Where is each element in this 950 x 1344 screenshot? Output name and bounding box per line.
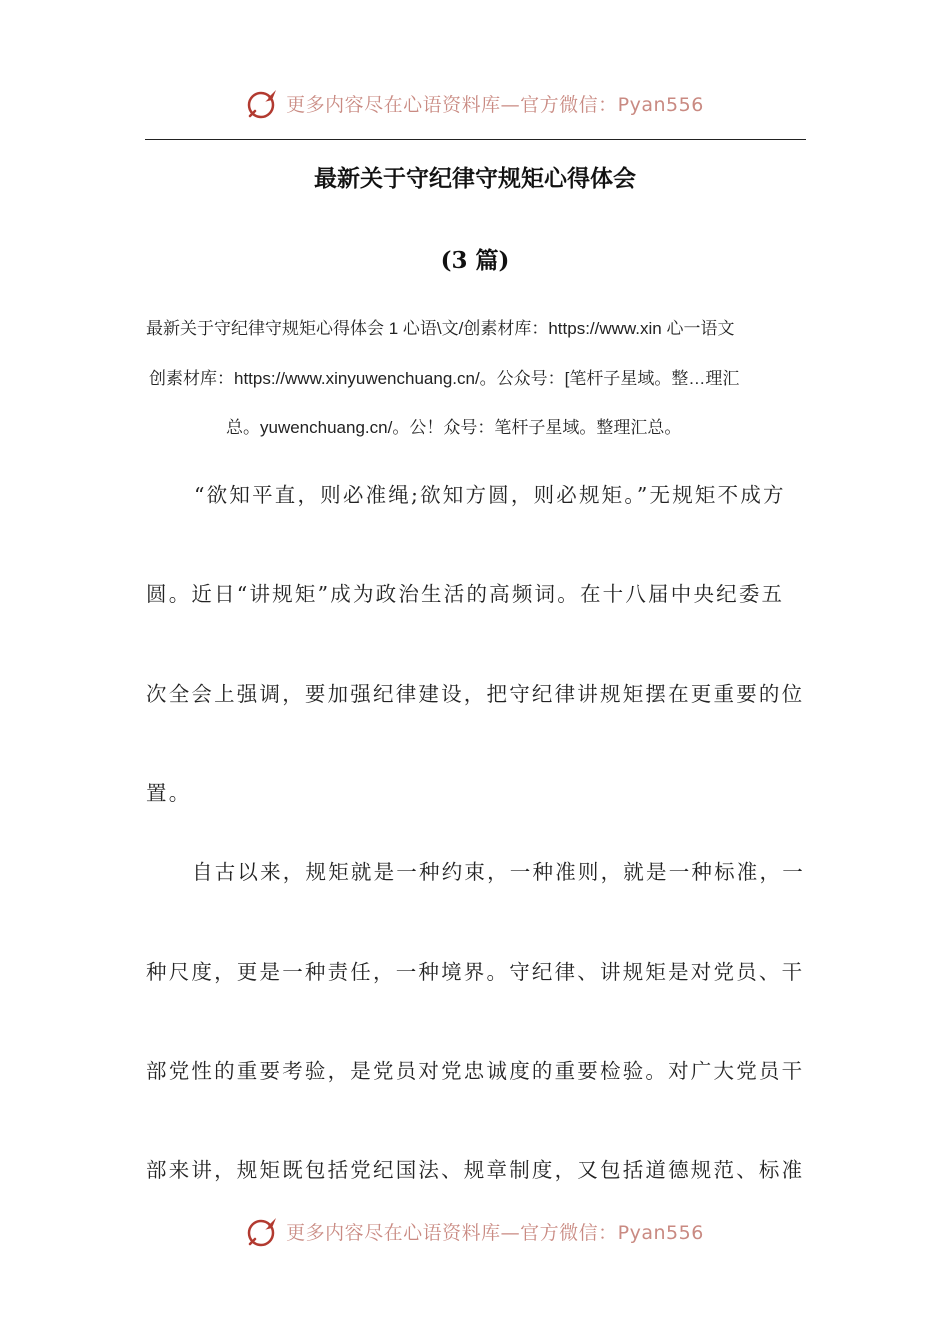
header-divider — [145, 139, 806, 140]
wechat-id: Pyan556 — [617, 93, 704, 116]
page-subtitle: (3 篇) — [440, 247, 510, 274]
paragraph-line: 圆。近日“讲规矩”成为政治生活的高频词。在十八届中央纪委五 — [146, 582, 785, 606]
paragraph-line: 置。 — [146, 781, 192, 805]
quill-pen-logo-icon — [246, 1214, 280, 1248]
footer-banner — [0, 1211, 950, 1251]
intro-line: 创素材库：https://www.xinyuwenchuang.cn/。公众号：[笔杆子星域。整…理汇 — [149, 369, 740, 388]
intro-line: 最新关于守纪律守规矩心得体会 1 心语\文/创素材库：https://www.xin 心一语文 — [146, 319, 735, 338]
paragraph-line: 部来讲，规矩既包括党纪国法、规章制度，又包括道德规范、标准 — [146, 1158, 805, 1182]
wechat-id: Pyan556 — [617, 1221, 704, 1244]
paragraph-line: 自古以来，规矩就是一种约束，一种准则，就是一种标准，一 — [192, 860, 805, 884]
paragraph-line: 部党性的重要考验，是党员对党忠诚度的重要检验。对广大党员干 — [146, 1059, 805, 1083]
paragraph-line: “欲知平直，则必准绳;欲知方圆，则必规矩。”无规矩不成方 — [194, 483, 786, 507]
page-title: 最新关于守纪律守规矩心得体会 — [314, 165, 636, 192]
header-banner — [0, 83, 950, 123]
quill-pen-logo-icon — [246, 86, 280, 120]
paragraph-line: 次全会上强调，要加强纪律建设，把守纪律讲规矩摆在更重要的位 — [146, 682, 805, 706]
header-banner-text: 更多内容尽在心语资料库—官方微信：Pyan556 — [286, 93, 704, 116]
footer-banner-text: 更多内容尽在心语资料库—官方微信：Pyan556 — [286, 1221, 704, 1244]
paragraph-line: 种尺度，更是一种责任，一种境界。守纪律、讲规矩是对党员、干 — [146, 960, 805, 984]
intro-line: 总。yuwenchuang.cn/。公！众号：笔杆子星域。整理汇总。 — [226, 418, 682, 437]
